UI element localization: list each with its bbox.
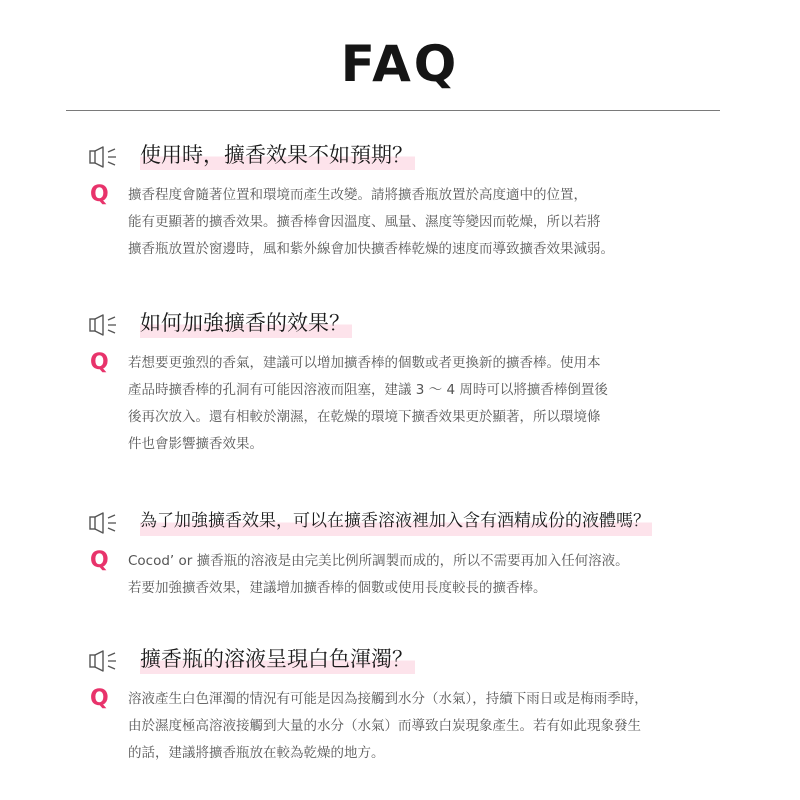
faq-question: 如何加強擴香的效果？ [140,308,352,338]
answer-mark: Q [90,182,109,207]
answer-line: 後再次放入。還有相較於潮濕，在乾燥的環境下擴香效果更於顯著，所以環境條 [128,409,601,425]
answer-mark: Q [90,548,109,573]
answer-line: 溶液產生白色渾濁的情況有可能是因為接觸到水分（水氣），持續下雨日或是梅雨季時， [128,691,648,707]
speaker-icon [88,512,124,534]
speaker-icon [88,314,124,336]
answer-mark: Q [90,350,109,375]
faq-item [88,644,728,761]
speaker-icon [88,650,124,672]
answer-line: 能有更顯著的擴香效果。擴香棒會因溫度、風量、濕度等變因而乾燥，所以若將 [128,214,601,230]
faq-item [88,140,728,257]
faq-question-row [88,308,728,344]
faq-item [88,506,728,596]
answer-line: 由於濕度極高溶液接觸到大量的水分（水氣）而導致白炭現象產生。若有如此現象發生 [128,718,641,734]
faq-question-row [88,644,728,680]
answer-line: 產品時擴香棒的孔洞有可能因溶液而阻塞，建議 3 ～ 4 周時可以將擴香棒倒置後 [128,382,608,398]
answer-text [128,182,614,264]
answer-text [128,686,648,768]
title-divider [66,110,720,111]
answer-line: 擴香瓶放置於窗邊時，風和紫外線會加快擴香棒乾燥的速度而導致擴香效果減弱。 [128,241,614,257]
answer-line: 若要加強擴香效果，建議增加擴香棒的個數或使用長度較長的擴香棒。 [128,580,547,596]
answer-text [128,350,608,459]
answer-line: Cocod’ or 擴香瓶的溶液是由完美比例所調製而成的，所以不需要再加入任何溶液。 [128,553,629,569]
answer-line: 擴香程度會隨著位置和環境而產生改變。請將擴香瓶放置於高度適中的位置， [128,187,587,203]
faq-question: 擴香瓶的溶液呈現白色渾濁？ [140,644,415,674]
faq-question-row [88,506,728,542]
answer-line: 若想要更強烈的香氣，建議可以增加擴香棒的個數或者更換新的擴香棒。使用本 [128,355,601,371]
faq-question-row [88,140,728,176]
page-title: FAQ [340,35,460,93]
faq-question: 為了加強擴香效果，可以在擴香溶液裡加入含有酒精成份的液體嗎？ [140,506,652,536]
faq-item [88,308,728,452]
speaker-icon [88,146,124,168]
answer-line: 件也會影響擴香效果。 [128,436,263,452]
faq-question: 使用時，擴香效果不如預期？ [140,140,415,170]
answer-text [128,548,629,603]
answer-line: 的話，建議將擴香瓶放在較為乾燥的地方。 [128,745,385,761]
answer-mark: Q [90,686,109,711]
